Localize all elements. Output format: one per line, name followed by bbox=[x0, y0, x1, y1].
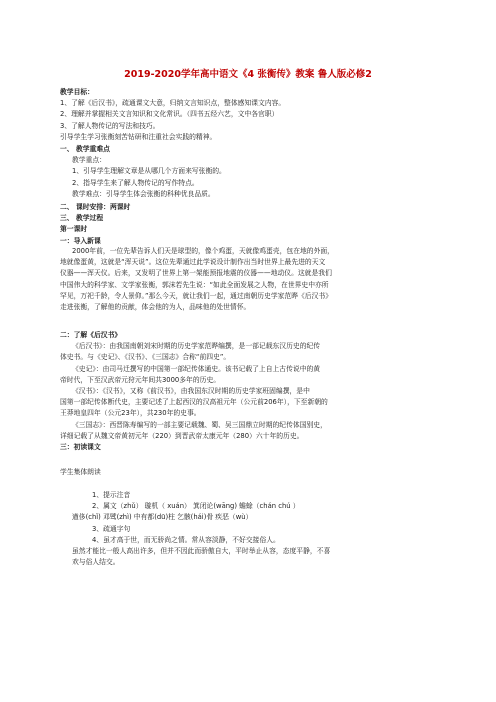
section-heading: 一、 教学重难点 bbox=[60, 145, 110, 153]
key-line: 1、引导学生理解文章是从哪几个方面来写张衡的。 bbox=[72, 167, 226, 176]
key-line: 教学难点：引导学生体会张衡的科种优良品质。 bbox=[72, 189, 215, 198]
text-line: 《汉书》：《汉书》，又称《前汉书》，由我国东汉时期的历史学家班固编撰，是中 bbox=[72, 387, 310, 396]
goal-item: 3、了解人物传记的写法和技巧。 bbox=[60, 121, 160, 130]
document-title: 2019-2020学年高中语文《4 张衡传》教案 鲁人版必修2 bbox=[124, 69, 372, 80]
list-item: 欢与俗人结交。 bbox=[72, 558, 120, 567]
text-line: 《后汉书》：由我国南朝刘宋时期的历史学家范晔编撰，是一部记载东汉历史的纪传 bbox=[72, 342, 321, 351]
text-line: 王莽地皇四年（公元23年），共230年的史事。 bbox=[60, 409, 201, 418]
text-line: 地就像蛋黄，这就是“浑天说”。这位先辈通过此学说设计制作出当时世界上最先进的天文 bbox=[60, 258, 326, 267]
text-line: 仪器——浑天仪。后来，又发明了世界上第一架能预报地震的仪器——地动仪。这就是我们 bbox=[60, 269, 332, 278]
text-line: 罕见，万祀千龄，令人景仰。”那么今天，就让我们一起，通过南朝历史学家范晔《后汉书》 bbox=[60, 291, 332, 300]
list-item: 遒侈(chǐ) 邓骘(zhì) 中有都(dū)柱 乞骸(hái)骨 疾恶（wù） bbox=[72, 513, 253, 522]
subsection-heading: 二：了解《后汉书》 bbox=[60, 331, 122, 339]
section-heading: 二、 课时安排：两课时 bbox=[60, 203, 131, 211]
text-line: 学生集体朗读 bbox=[60, 468, 101, 476]
goals-heading: 教学目标： bbox=[60, 88, 94, 96]
text-line: 走进张衡，了解他的贡献，体会他的为人，品味他的处世情怀。 bbox=[60, 303, 251, 312]
text-line: 《史记》：由司马迁撰写的中国第一部纪传体通史。该书记载了上自上古传说中的黄 bbox=[72, 364, 321, 373]
subsection-heading: 一：导入新课 bbox=[60, 236, 101, 245]
text-line: 《三国志》：西晋陈寿编写的一部主要记载魏、蜀、吴三国鼎立时期的纪传体国别史， bbox=[72, 420, 327, 429]
reading-items bbox=[60, 490, 442, 568]
key-line: 2、指导学生来了解人物传记的写作特点。 bbox=[72, 178, 199, 187]
list-item: 1、提示注音 bbox=[92, 491, 131, 499]
intro-paragraph bbox=[60, 246, 442, 313]
list-item: 2、属文（zhǔ） 璇机（ xuán） 箕闭论(wāng) 蟾蜍（chán chú ） bbox=[92, 502, 300, 511]
list-item: 虽然才能比一般人高出许多，但并不因此而骄傲自大，平时举止从容，态度平静，不喜 bbox=[72, 547, 331, 556]
text-line: 中国伟大的科学家、文学家张衡，郭沫若先生说：“如此全面发展之人物，在世界史中亦所 bbox=[60, 280, 329, 289]
text-line: 详细记载了从魏文帝黄初元年（220）到晋武帝太康元年（280）六十年的历史。 bbox=[60, 431, 304, 440]
goal-item: 2、理解并掌握相关文言知识和文化常识。（四书五经六艺，文中各官职） bbox=[60, 110, 279, 119]
goal-item: 1、了解《后汉书》，疏通课文大意，归纳文言知识点，整体感知课文内容。 bbox=[60, 99, 286, 108]
section-heading: 三、 教学过程 bbox=[60, 214, 104, 223]
lesson-heading: 第一课时 bbox=[60, 225, 88, 234]
text-line: 体史书。与《史记》、《汉书》、《三国志》合称“前四史”。 bbox=[60, 353, 231, 362]
subsection-heading: 三：初读课文 bbox=[60, 443, 101, 452]
key-points-section bbox=[60, 144, 442, 200]
text-line: 国第一部纪传体断代史，主要记述了上起西汉的汉高祖元年（公元前206年），下至新朝的 bbox=[60, 398, 328, 407]
goal-item: 引导学生学习张衡刻苦钻研和注重社会实践的精神。 bbox=[60, 132, 217, 141]
list-item: 3、疏通字句 bbox=[92, 524, 131, 533]
history-books-section bbox=[60, 330, 442, 453]
text-line: 2000年前，一位先辈告诉人们天是球型的，像个鸡蛋，天就像鸡蛋壳，包在地的外面， bbox=[72, 247, 334, 255]
teaching-goals bbox=[60, 87, 442, 143]
list-item: 4、虽才高于世，而无骄尚之情。常从容淡静，不好交接俗人。 bbox=[92, 535, 280, 544]
schedule-section bbox=[60, 202, 442, 247]
text-line: 帝时代，下至汉武帝元狩元年间共3000多年的历史。 bbox=[60, 375, 221, 384]
reading-section bbox=[60, 467, 442, 478]
key-line: 教学重点： bbox=[72, 156, 106, 165]
